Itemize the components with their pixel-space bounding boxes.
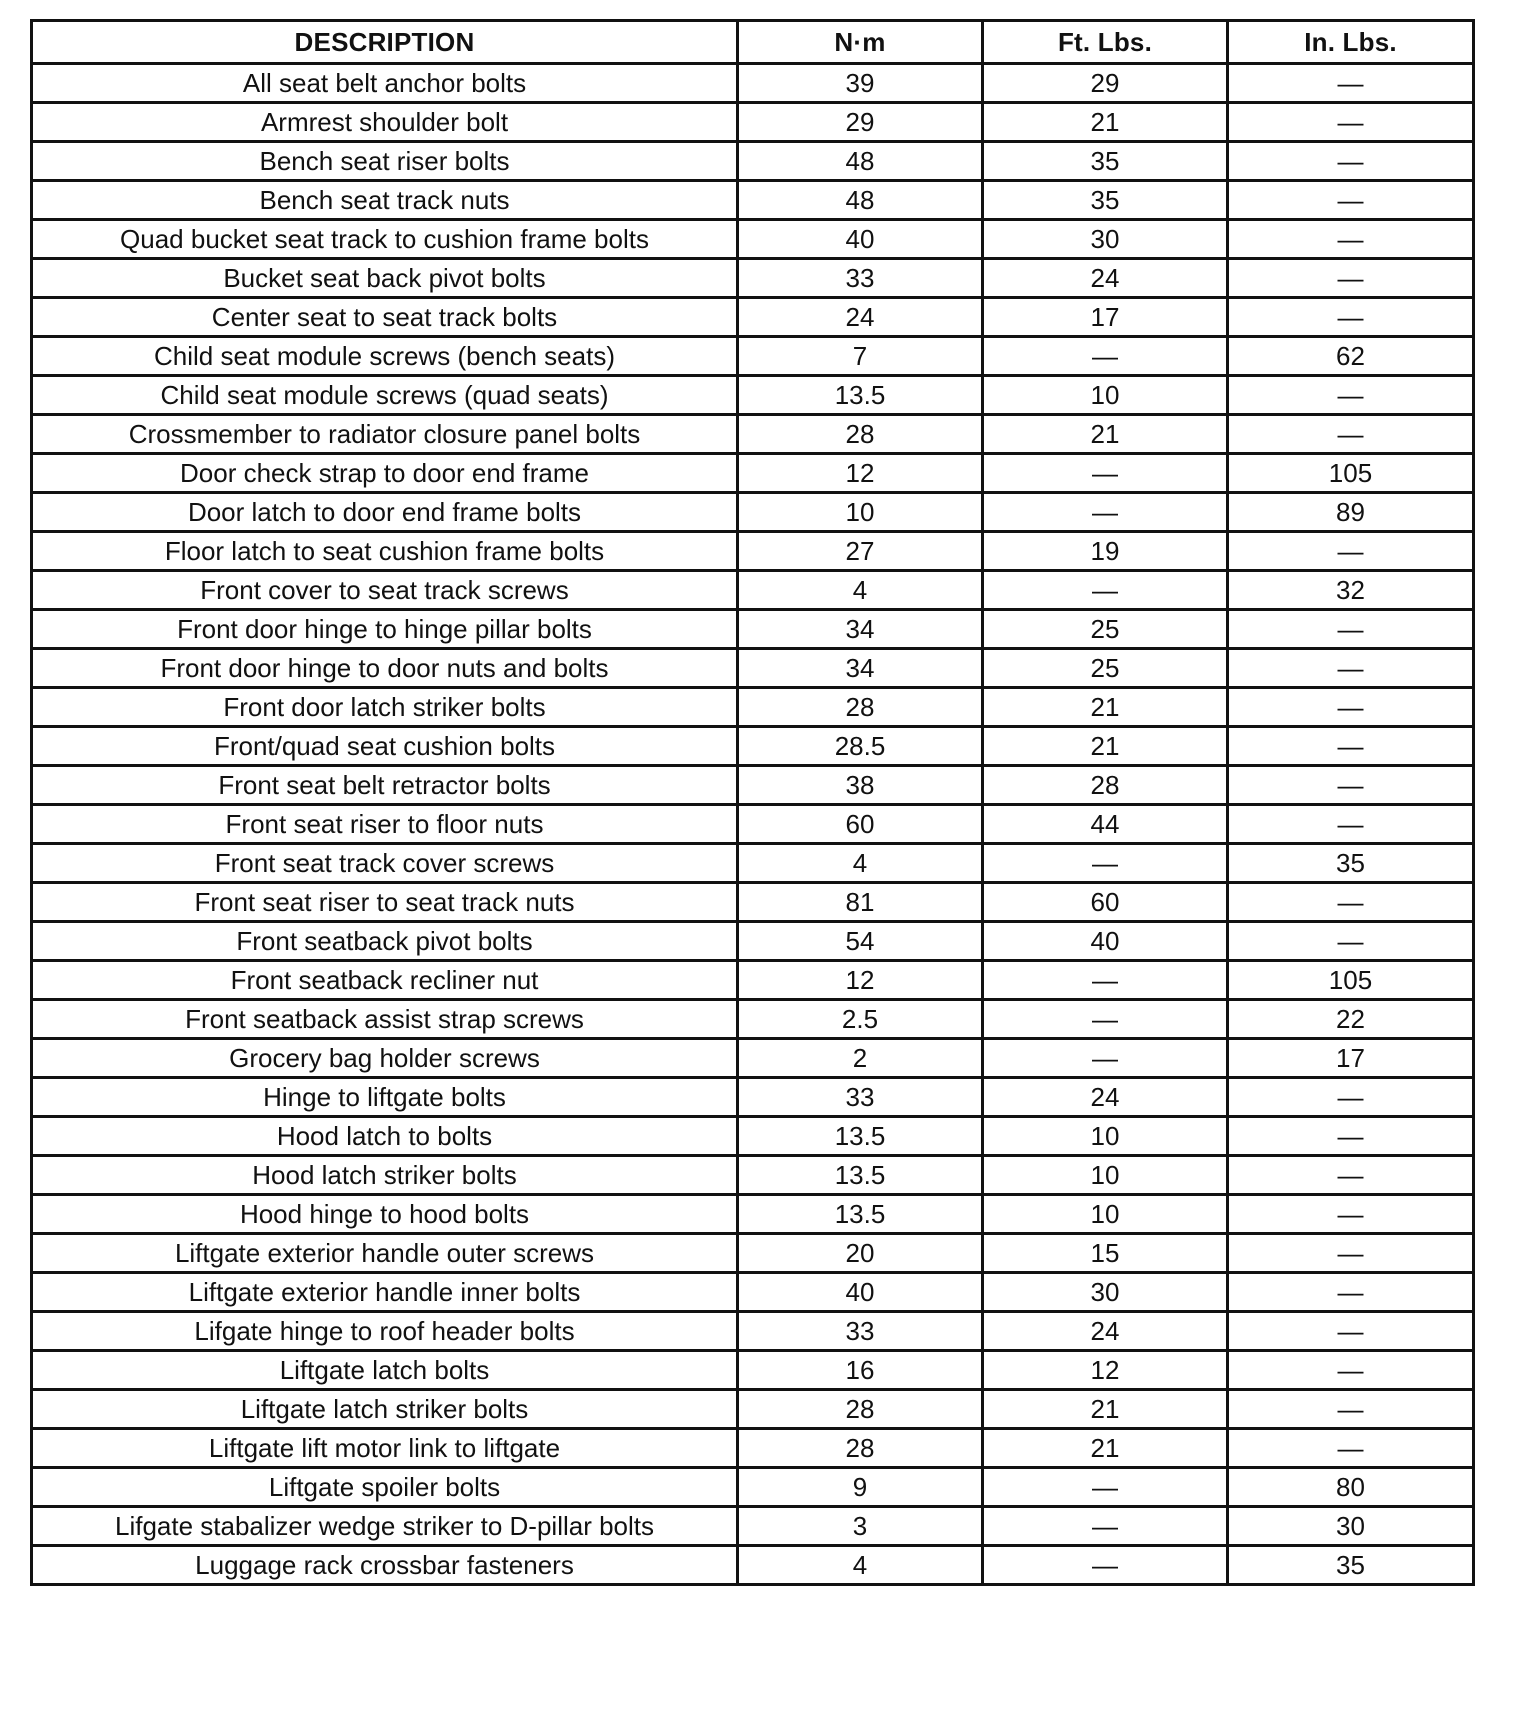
table-row xyxy=(32,571,1474,610)
cell-description: Child seat module screws (bench seats) xyxy=(32,337,738,376)
cell-nm: 33 xyxy=(738,1312,983,1351)
cell-nm: 4 xyxy=(738,571,983,610)
cell-in-lbs: — xyxy=(1228,688,1474,727)
table-row xyxy=(32,493,1474,532)
cell-in-lbs: — xyxy=(1228,1117,1474,1156)
cell-description: Front seatback pivot bolts xyxy=(32,922,738,961)
cell-ft-lbs: 30 xyxy=(983,220,1228,259)
cell-in-lbs: — xyxy=(1228,883,1474,922)
cell-ft-lbs: — xyxy=(983,961,1228,1000)
cell-nm: 28 xyxy=(738,1429,983,1468)
cell-in-lbs: — xyxy=(1228,1390,1474,1429)
cell-in-lbs: — xyxy=(1228,649,1474,688)
cell-nm: 13.5 xyxy=(738,1195,983,1234)
table-row xyxy=(32,1234,1474,1273)
cell-in-lbs: — xyxy=(1228,532,1474,571)
cell-in-lbs: — xyxy=(1228,922,1474,961)
table-row xyxy=(32,649,1474,688)
table-row xyxy=(32,727,1474,766)
cell-nm: 12 xyxy=(738,454,983,493)
cell-in-lbs: — xyxy=(1228,259,1474,298)
cell-description: Door check strap to door end frame xyxy=(32,454,738,493)
cell-nm: 34 xyxy=(738,610,983,649)
cell-description: Front/quad seat cushion bolts xyxy=(32,727,738,766)
cell-in-lbs: — xyxy=(1228,1273,1474,1312)
table-row xyxy=(32,883,1474,922)
cell-nm: 28 xyxy=(738,415,983,454)
table-row xyxy=(32,376,1474,415)
cell-nm: 81 xyxy=(738,883,983,922)
cell-nm: 12 xyxy=(738,961,983,1000)
cell-ft-lbs: 15 xyxy=(983,1234,1228,1273)
table-row xyxy=(32,532,1474,571)
torque-spec-sheet xyxy=(30,19,1472,1586)
cell-nm: 60 xyxy=(738,805,983,844)
cell-ft-lbs: — xyxy=(983,571,1228,610)
table-row xyxy=(32,1390,1474,1429)
cell-description: Front door hinge to hinge pillar bolts xyxy=(32,610,738,649)
cell-nm: 34 xyxy=(738,649,983,688)
cell-in-lbs: — xyxy=(1228,220,1474,259)
cell-in-lbs: 22 xyxy=(1228,1000,1474,1039)
table-row xyxy=(32,103,1474,142)
table-row xyxy=(32,1273,1474,1312)
cell-nm: 28 xyxy=(738,688,983,727)
cell-ft-lbs: 10 xyxy=(983,1117,1228,1156)
cell-ft-lbs: 12 xyxy=(983,1351,1228,1390)
cell-description: Hinge to liftgate bolts xyxy=(32,1078,738,1117)
cell-description: Liftgate exterior handle outer screws xyxy=(32,1234,738,1273)
cell-nm: 29 xyxy=(738,103,983,142)
cell-nm: 4 xyxy=(738,1546,983,1585)
cell-description: Bucket seat back pivot bolts xyxy=(32,259,738,298)
cell-description: Child seat module screws (quad seats) xyxy=(32,376,738,415)
cell-description: Center seat to seat track bolts xyxy=(32,298,738,337)
cell-in-lbs: — xyxy=(1228,1195,1474,1234)
cell-description: Hood latch striker bolts xyxy=(32,1156,738,1195)
cell-description: Front door hinge to door nuts and bolts xyxy=(32,649,738,688)
cell-in-lbs: — xyxy=(1228,805,1474,844)
cell-ft-lbs: 21 xyxy=(983,727,1228,766)
table-row xyxy=(32,844,1474,883)
cell-nm: 48 xyxy=(738,181,983,220)
cell-description: Luggage rack crossbar fasteners xyxy=(32,1546,738,1585)
cell-description: Hood latch to bolts xyxy=(32,1117,738,1156)
cell-in-lbs: — xyxy=(1228,1429,1474,1468)
table-row xyxy=(32,1117,1474,1156)
cell-nm: 27 xyxy=(738,532,983,571)
cell-ft-lbs: 60 xyxy=(983,883,1228,922)
header-ft-lbs: Ft. Lbs. xyxy=(983,21,1228,64)
cell-nm: 3 xyxy=(738,1507,983,1546)
cell-description: Bench seat riser bolts xyxy=(32,142,738,181)
cell-in-lbs: — xyxy=(1228,376,1474,415)
cell-in-lbs: 35 xyxy=(1228,844,1474,883)
cell-nm: 4 xyxy=(738,844,983,883)
cell-ft-lbs: 25 xyxy=(983,649,1228,688)
cell-nm: 13.5 xyxy=(738,1156,983,1195)
cell-description: Front seatback assist strap screws xyxy=(32,1000,738,1039)
cell-ft-lbs: 29 xyxy=(983,64,1228,103)
cell-description: Liftgate latch striker bolts xyxy=(32,1390,738,1429)
cell-ft-lbs: 44 xyxy=(983,805,1228,844)
table-row xyxy=(32,766,1474,805)
cell-ft-lbs: 21 xyxy=(983,103,1228,142)
cell-description: Armrest shoulder bolt xyxy=(32,103,738,142)
cell-nm: 2 xyxy=(738,1039,983,1078)
cell-ft-lbs: — xyxy=(983,454,1228,493)
table-row xyxy=(32,298,1474,337)
cell-in-lbs: 62 xyxy=(1228,337,1474,376)
table-row xyxy=(32,1429,1474,1468)
cell-in-lbs: 32 xyxy=(1228,571,1474,610)
cell-description: Front door latch striker bolts xyxy=(32,688,738,727)
cell-in-lbs: 105 xyxy=(1228,961,1474,1000)
table-row xyxy=(32,1195,1474,1234)
table-body xyxy=(32,64,1474,1585)
cell-description: Front seatback recliner nut xyxy=(32,961,738,1000)
cell-description: Front seat track cover screws xyxy=(32,844,738,883)
cell-nm: 28 xyxy=(738,1390,983,1429)
table-row xyxy=(32,1546,1474,1585)
table-row xyxy=(32,688,1474,727)
cell-ft-lbs: — xyxy=(983,1507,1228,1546)
cell-in-lbs: 80 xyxy=(1228,1468,1474,1507)
cell-ft-lbs: 21 xyxy=(983,1390,1228,1429)
cell-nm: 39 xyxy=(738,64,983,103)
cell-nm: 28.5 xyxy=(738,727,983,766)
table-row xyxy=(32,1039,1474,1078)
header-description: DESCRIPTION xyxy=(32,21,738,64)
cell-description: Grocery bag holder screws xyxy=(32,1039,738,1078)
header-nm: N·m xyxy=(738,21,983,64)
cell-ft-lbs: 25 xyxy=(983,610,1228,649)
table-row xyxy=(32,1078,1474,1117)
cell-description: Lifgate hinge to roof header bolts xyxy=(32,1312,738,1351)
table-row xyxy=(32,337,1474,376)
cell-in-lbs: — xyxy=(1228,1312,1474,1351)
cell-description: Door latch to door end frame bolts xyxy=(32,493,738,532)
cell-description: All seat belt anchor bolts xyxy=(32,64,738,103)
cell-ft-lbs: 40 xyxy=(983,922,1228,961)
cell-description: Crossmember to radiator closure panel bolts xyxy=(32,415,738,454)
cell-nm: 40 xyxy=(738,220,983,259)
cell-nm: 24 xyxy=(738,298,983,337)
cell-ft-lbs: 10 xyxy=(983,1156,1228,1195)
cell-in-lbs: — xyxy=(1228,1351,1474,1390)
table-row xyxy=(32,1507,1474,1546)
cell-in-lbs: 105 xyxy=(1228,454,1474,493)
cell-ft-lbs: 24 xyxy=(983,1312,1228,1351)
cell-description: Quad bucket seat track to cushion frame bolts xyxy=(32,220,738,259)
header-in-lbs: In. Lbs. xyxy=(1228,21,1474,64)
cell-in-lbs: — xyxy=(1228,1078,1474,1117)
cell-in-lbs: 35 xyxy=(1228,1546,1474,1585)
table-row xyxy=(32,64,1474,103)
table-row xyxy=(32,1468,1474,1507)
cell-ft-lbs: — xyxy=(983,1468,1228,1507)
cell-ft-lbs: 19 xyxy=(983,532,1228,571)
cell-in-lbs: — xyxy=(1228,298,1474,337)
cell-description: Floor latch to seat cushion frame bolts xyxy=(32,532,738,571)
cell-ft-lbs: 10 xyxy=(983,376,1228,415)
cell-description: Liftgate latch bolts xyxy=(32,1351,738,1390)
cell-in-lbs: 89 xyxy=(1228,493,1474,532)
table-row xyxy=(32,1312,1474,1351)
cell-in-lbs: — xyxy=(1228,1156,1474,1195)
cell-nm: 38 xyxy=(738,766,983,805)
cell-nm: 40 xyxy=(738,1273,983,1312)
cell-in-lbs: — xyxy=(1228,142,1474,181)
cell-nm: 13.5 xyxy=(738,1117,983,1156)
cell-ft-lbs: — xyxy=(983,493,1228,532)
cell-ft-lbs: — xyxy=(983,1000,1228,1039)
table-row xyxy=(32,454,1474,493)
cell-ft-lbs: 17 xyxy=(983,298,1228,337)
cell-in-lbs: 17 xyxy=(1228,1039,1474,1078)
table-row xyxy=(32,1351,1474,1390)
cell-nm: 9 xyxy=(738,1468,983,1507)
cell-description: Liftgate lift motor link to liftgate xyxy=(32,1429,738,1468)
cell-ft-lbs: 24 xyxy=(983,259,1228,298)
cell-ft-lbs: — xyxy=(983,844,1228,883)
cell-description: Front seat belt retractor bolts xyxy=(32,766,738,805)
cell-ft-lbs: 28 xyxy=(983,766,1228,805)
cell-description: Front seat riser to seat track nuts xyxy=(32,883,738,922)
cell-in-lbs: — xyxy=(1228,1234,1474,1273)
cell-ft-lbs: 21 xyxy=(983,1429,1228,1468)
cell-ft-lbs: — xyxy=(983,1546,1228,1585)
header-row xyxy=(32,21,1474,64)
table-row xyxy=(32,1156,1474,1195)
table-row xyxy=(32,181,1474,220)
cell-ft-lbs: 35 xyxy=(983,142,1228,181)
cell-ft-lbs: 35 xyxy=(983,181,1228,220)
cell-ft-lbs: 30 xyxy=(983,1273,1228,1312)
table-row xyxy=(32,415,1474,454)
table-row xyxy=(32,259,1474,298)
cell-ft-lbs: 24 xyxy=(983,1078,1228,1117)
cell-nm: 13.5 xyxy=(738,376,983,415)
cell-description: Liftgate exterior handle inner bolts xyxy=(32,1273,738,1312)
cell-in-lbs: — xyxy=(1228,610,1474,649)
cell-description: Hood hinge to hood bolts xyxy=(32,1195,738,1234)
cell-in-lbs: — xyxy=(1228,415,1474,454)
cell-in-lbs: — xyxy=(1228,64,1474,103)
torque-spec-table xyxy=(30,19,1475,1586)
cell-ft-lbs: 21 xyxy=(983,688,1228,727)
cell-nm: 48 xyxy=(738,142,983,181)
cell-in-lbs: — xyxy=(1228,103,1474,142)
cell-ft-lbs: 21 xyxy=(983,415,1228,454)
cell-nm: 7 xyxy=(738,337,983,376)
cell-in-lbs: — xyxy=(1228,766,1474,805)
cell-description: Front seat riser to floor nuts xyxy=(32,805,738,844)
cell-ft-lbs: — xyxy=(983,1039,1228,1078)
cell-description: Liftgate spoiler bolts xyxy=(32,1468,738,1507)
cell-description: Front cover to seat track screws xyxy=(32,571,738,610)
cell-description: Bench seat track nuts xyxy=(32,181,738,220)
cell-in-lbs: — xyxy=(1228,181,1474,220)
cell-nm: 33 xyxy=(738,259,983,298)
cell-ft-lbs: 10 xyxy=(983,1195,1228,1234)
table-row xyxy=(32,220,1474,259)
cell-nm: 33 xyxy=(738,1078,983,1117)
table-row xyxy=(32,922,1474,961)
table-row xyxy=(32,1000,1474,1039)
table-row xyxy=(32,610,1474,649)
cell-nm: 20 xyxy=(738,1234,983,1273)
cell-description: Lifgate stabalizer wedge striker to D-pillar bolts xyxy=(32,1507,738,1546)
cell-nm: 2.5 xyxy=(738,1000,983,1039)
cell-nm: 54 xyxy=(738,922,983,961)
cell-ft-lbs: — xyxy=(983,337,1228,376)
table-row xyxy=(32,961,1474,1000)
cell-nm: 16 xyxy=(738,1351,983,1390)
table-row xyxy=(32,142,1474,181)
cell-in-lbs: — xyxy=(1228,727,1474,766)
table-row xyxy=(32,805,1474,844)
table-header xyxy=(32,21,1474,64)
cell-in-lbs: 30 xyxy=(1228,1507,1474,1546)
cell-nm: 10 xyxy=(738,493,983,532)
